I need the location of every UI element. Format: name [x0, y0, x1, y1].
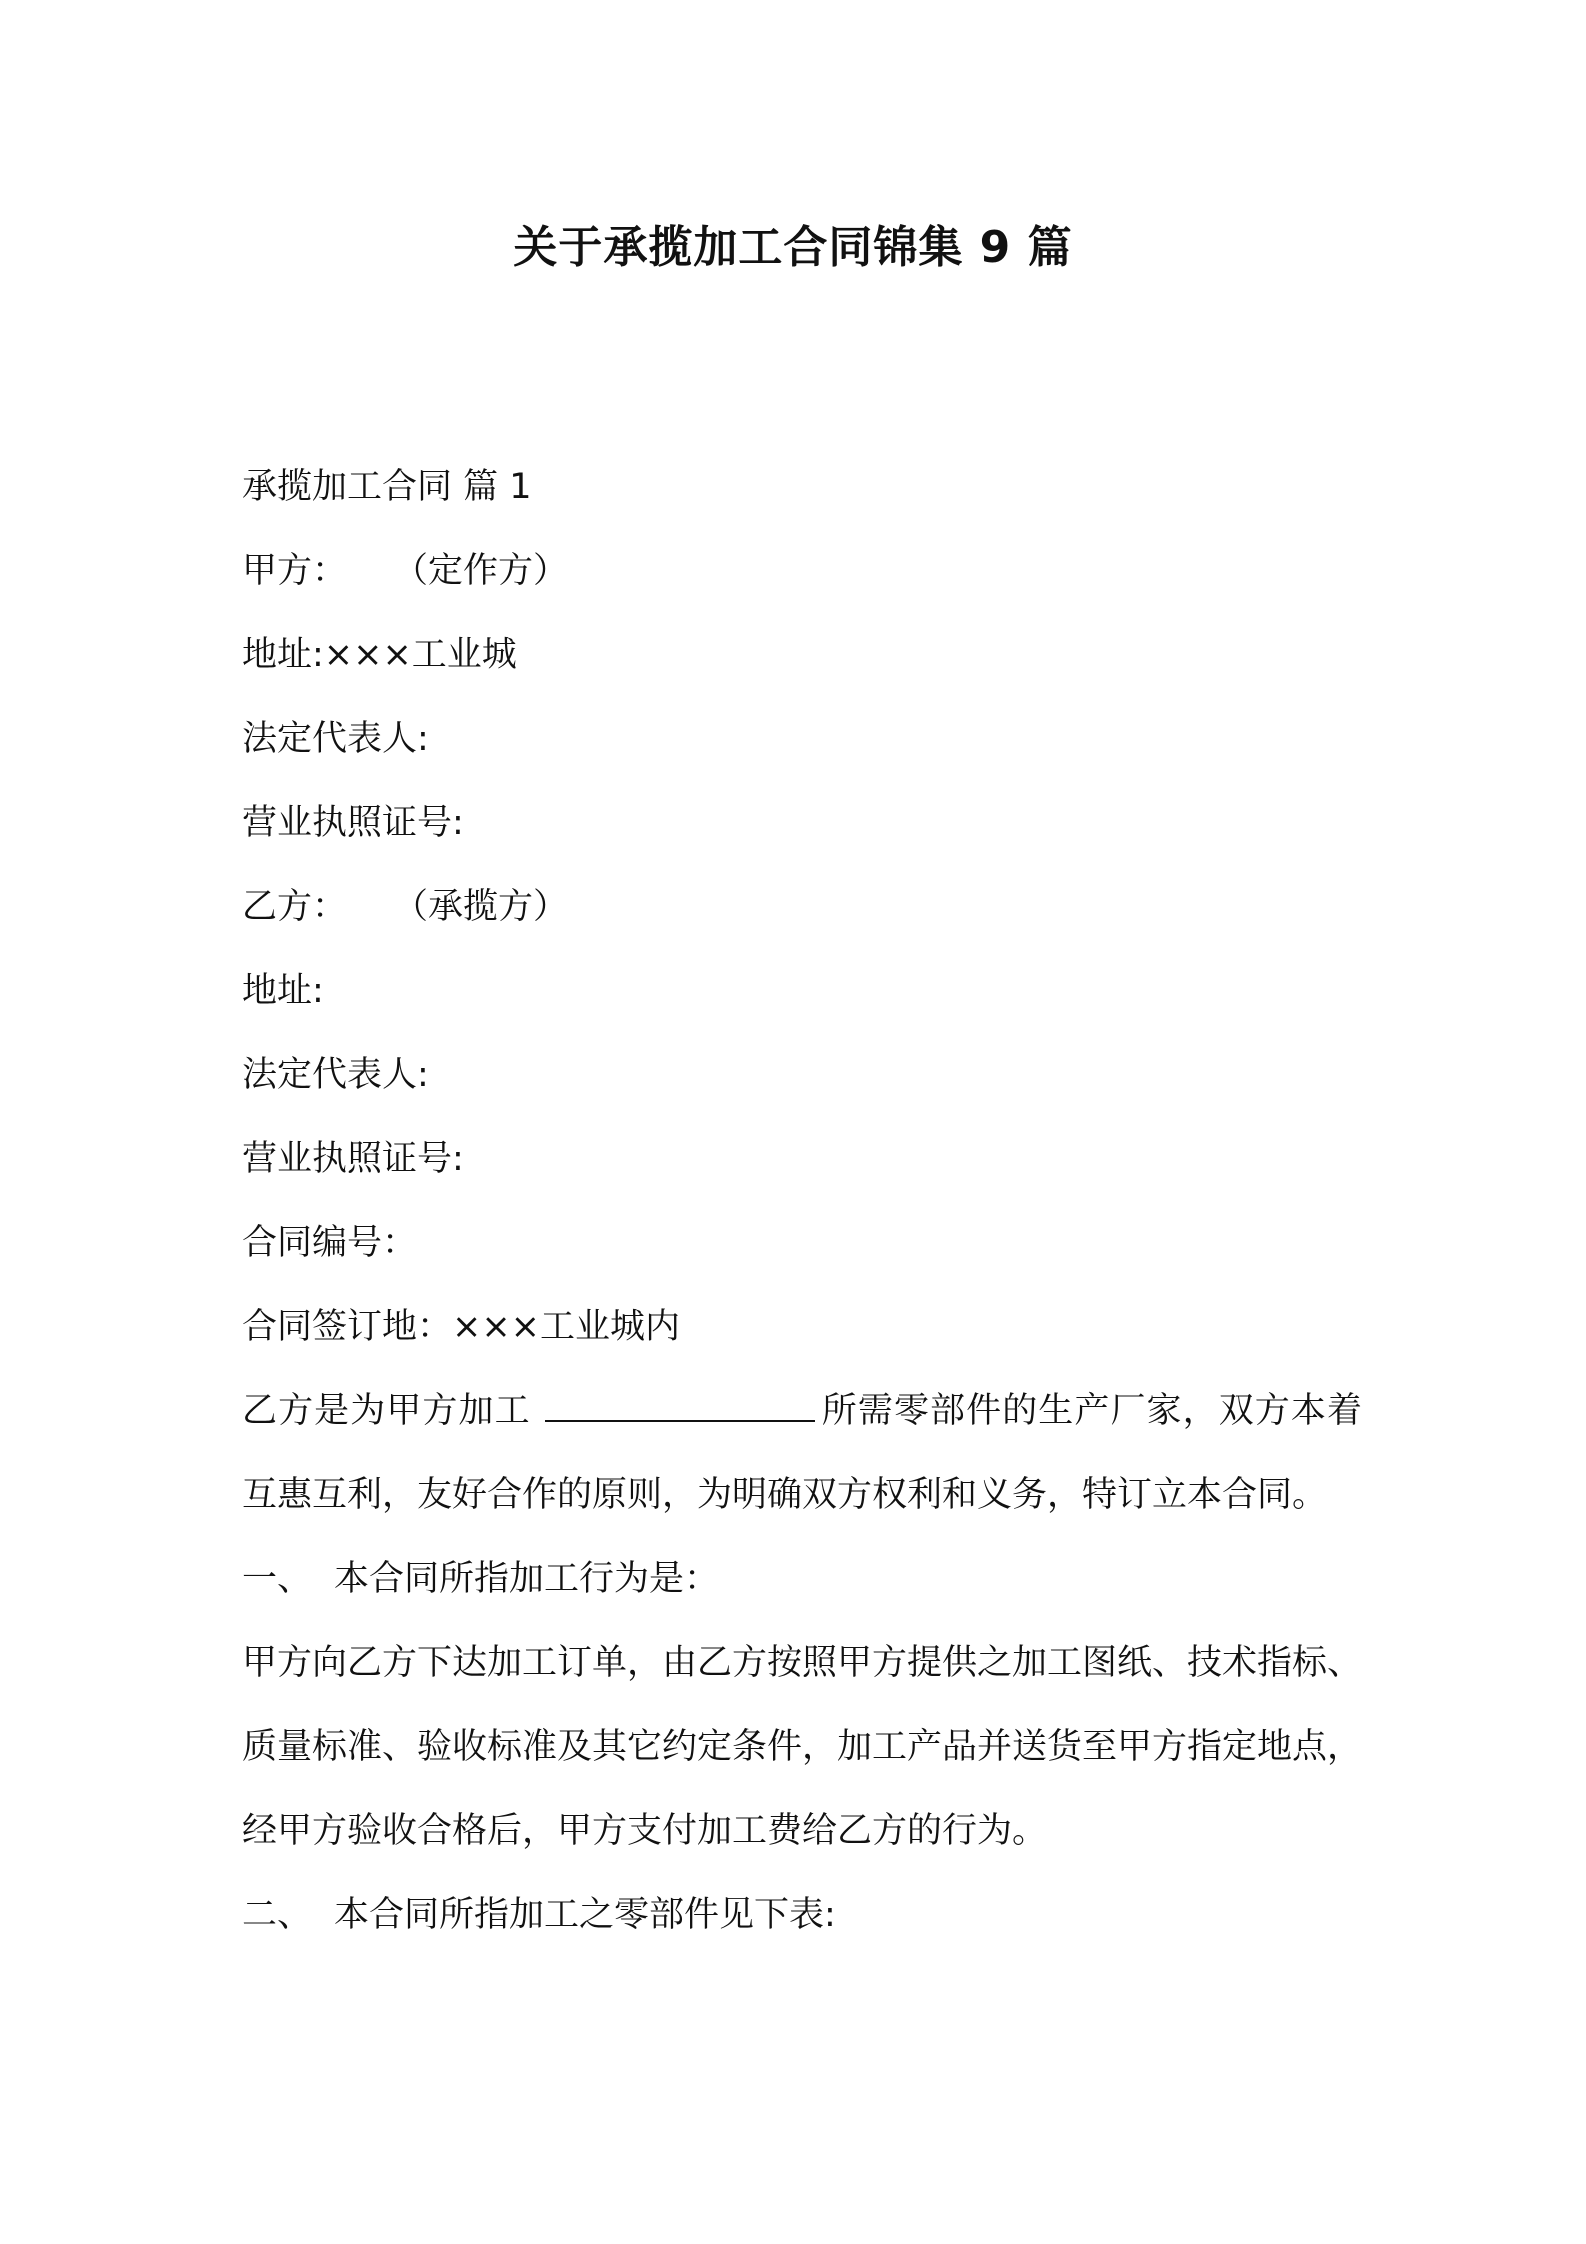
- party-b-role: （承揽方）: [393, 887, 569, 927]
- contract-number: 合同编号：: [242, 1223, 418, 1263]
- document-title: 关于承揽加工合同锦集 9 篇: [513, 222, 1073, 273]
- clause-1-number: 一、: [242, 1559, 313, 1599]
- party-b-license: 营业执照证号:: [242, 1139, 464, 1179]
- clause-2-title: 本合同所指加工之零部件见下表:: [334, 1895, 836, 1935]
- intro-paragraph: [242, 1369, 1362, 1537]
- clause-2-number: 二、: [242, 1895, 313, 1935]
- party-b-representative: 法定代表人:: [242, 1055, 429, 1095]
- intro-text-before: 乙方是为甲方加工: [242, 1391, 531, 1431]
- clause-1-title: 本合同所指加工行为是：: [334, 1559, 720, 1599]
- intro-text-after: 所需零部件的生产厂家，双方本着互惠互利，友好合作的原则，为明确双方权利和义务，特订立本合同。: [242, 1391, 1362, 1515]
- party-b-address: 地址:: [242, 971, 324, 1011]
- party-a-line: [242, 529, 1362, 613]
- party-b-line: [242, 865, 1362, 949]
- section-heading: 承揽加工合同 篇 1: [242, 467, 532, 507]
- clause-1-heading: [242, 1537, 1362, 1621]
- party-a-license: 营业执照证号:: [242, 803, 464, 843]
- clause-2-heading: [242, 1873, 1362, 1957]
- party-a-address: 地址:×××工业城: [242, 635, 517, 675]
- signing-place: 合同签订地：×××工业城内: [242, 1307, 680, 1347]
- document-body: [242, 445, 1362, 1957]
- party-a-representative: 法定代表人:: [242, 719, 429, 759]
- party-a-label: 甲方：: [242, 551, 348, 591]
- party-b-label: 乙方：: [242, 887, 348, 927]
- fill-in-blank: [545, 1390, 815, 1422]
- party-a-role: （定作方）: [393, 551, 569, 591]
- clause-1-body: 甲方向乙方下达加工订单，由乙方按照甲方提供之加工图纸、技术指标、质量标准、验收标准及其它约定条件，加工产品并送货至甲方指定地点，经甲方验收合格后，甲方支付加工费给乙方的行为。: [242, 1643, 1363, 1851]
